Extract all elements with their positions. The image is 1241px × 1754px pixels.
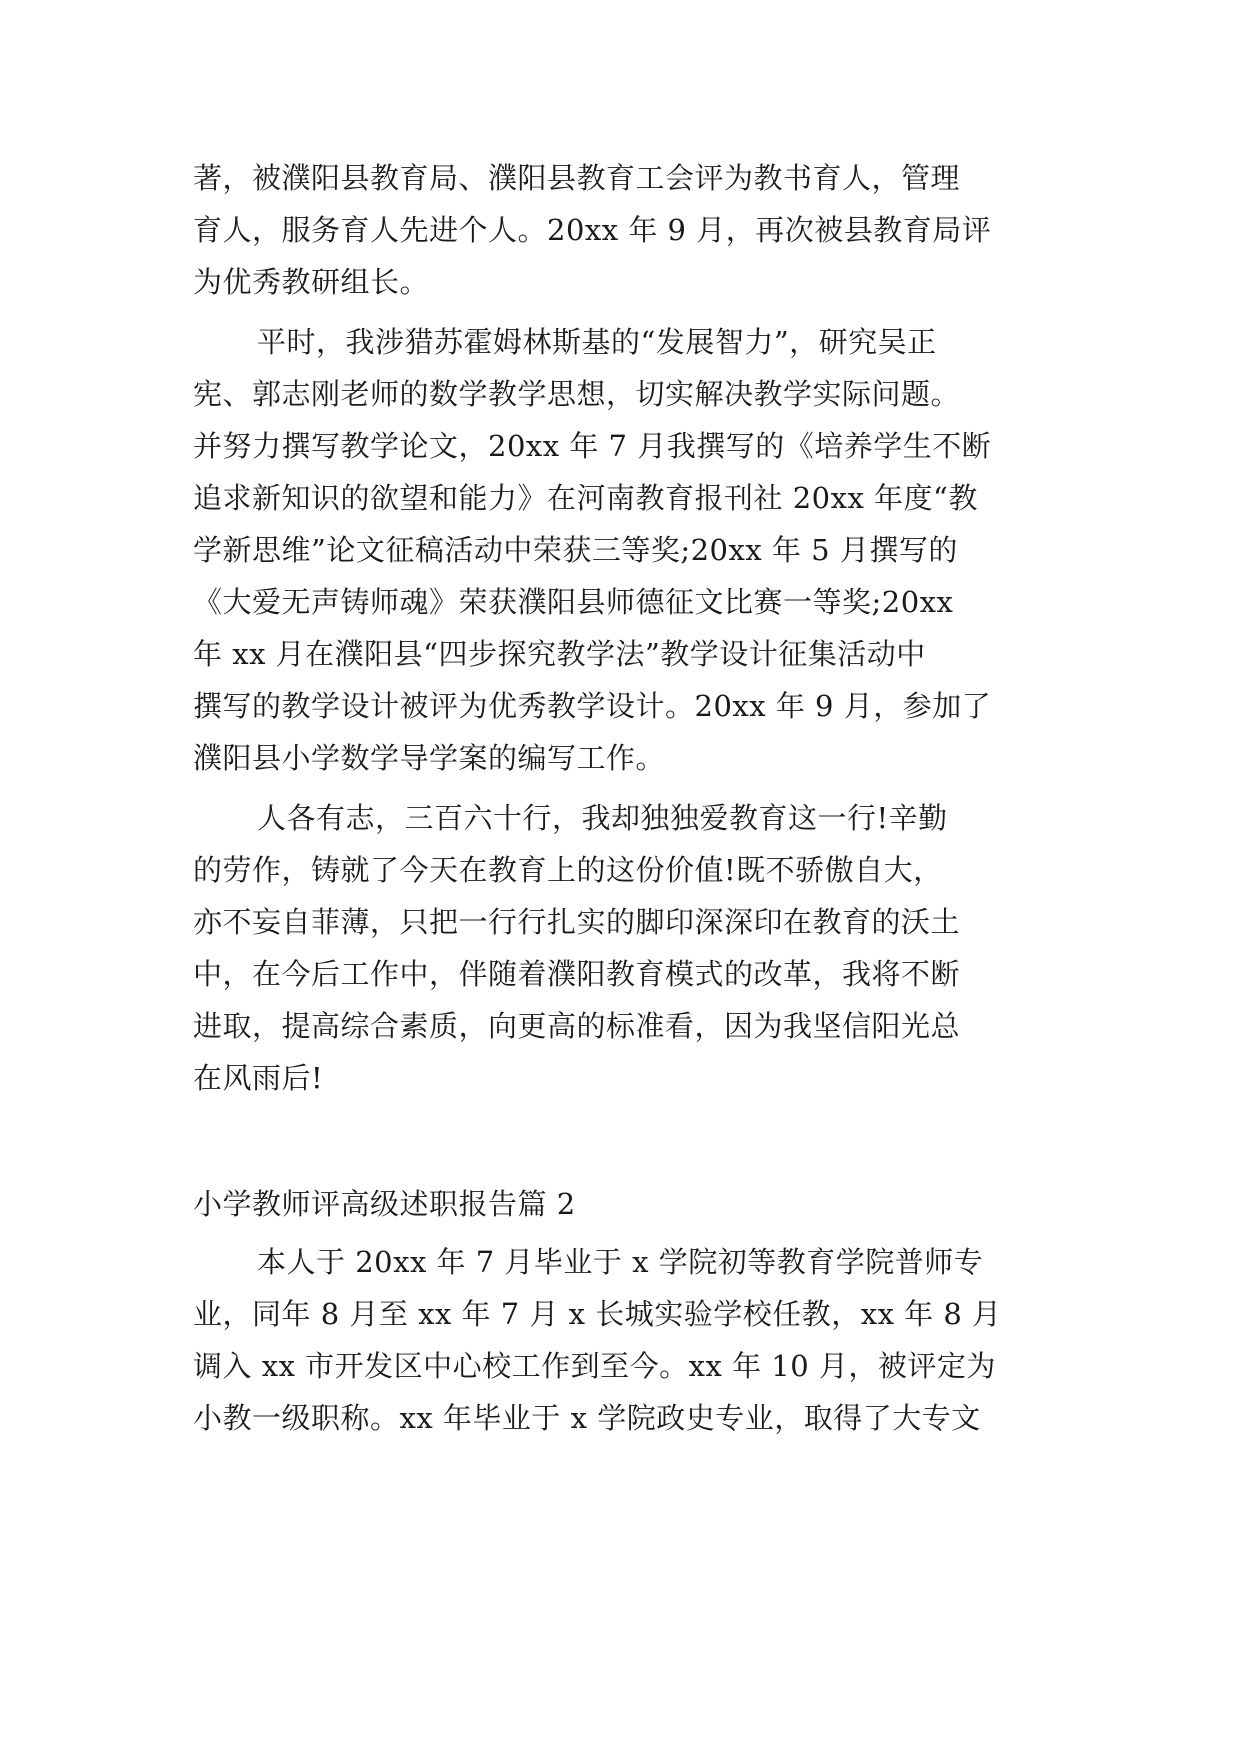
paragraph-line: 在风雨后! <box>193 1061 324 1095</box>
paragraph-line: 学新思维”论文征稿活动中荣获三等奖;20xx 年 5 月撰写的 <box>193 533 958 567</box>
paragraph-line: 撰写的教学设计被评为优秀教学设计。20xx 年 9 月，参加了 <box>193 689 992 723</box>
paragraph-line: 著，被濮阳县教育局、濮阳县教育工会评为教书育人，管理 <box>193 161 961 195</box>
paragraph-line: 亦不妄自菲薄，只把一行行扎实的脚印深深印在教育的沃土 <box>193 905 961 939</box>
paragraph-line: 为优秀教研组长。 <box>193 265 430 299</box>
paragraph-line: 小教一级职称。xx 年毕业于 x 学院政史专业，取得了大专文 <box>193 1401 981 1435</box>
section-heading: 小学教师评高级述职报告篇 2 <box>193 1187 576 1221</box>
paragraph-line: 育人，服务育人先进个人。20xx 年 9 月，再次被县教育局评 <box>193 213 992 247</box>
paragraph-line: 追求新知识的欲望和能力》在河南教育报刊社 20xx 年度“教 <box>193 481 978 515</box>
paragraph-line: 年 xx 月在濮阳县“四步探究教学法”教学设计征集活动中 <box>193 637 926 671</box>
paragraph-line: 调入 xx 市开发区中心校工作到至今。xx 年 10 月，被评定为 <box>193 1349 996 1383</box>
paragraph-line: 的劳作，铸就了今天在教育上的这份价值!既不骄傲自大， <box>193 853 943 887</box>
paragraph-line: 中，在今后工作中，伴随着濮阳教育模式的改革，我将不断 <box>193 957 961 991</box>
paragraph-line: 进取，提高综合素质，向更高的标准看，因为我坚信阳光总 <box>193 1009 961 1043</box>
paragraph-line: 本人于 20xx 年 7 月毕业于 x 学院初等教育学院普师专 <box>257 1245 984 1279</box>
paragraph-line: 业，同年 8 月至 xx 年 7 月 x 长城实验学校任教，xx 年 8 月 <box>193 1297 1002 1331</box>
paragraph-line: 《大爱无声铸师魂》荣获濮阳县师德征文比赛一等奖;20xx <box>193 585 954 619</box>
paragraph-line: 濮阳县小学数学导学案的编写工作。 <box>193 741 666 775</box>
paragraph-line: 平时，我涉猎苏霍姆林斯基的“发展智力”，研究吴正 <box>257 325 937 359</box>
paragraph-line: 宪、郭志刚老师的数学教学思想，切实解决教学实际问题。 <box>193 377 961 411</box>
paragraph-line: 并努力撰写教学论文，20xx 年 7 月我撰写的《培养学生不断 <box>193 429 992 463</box>
paragraph-line: 人各有志，三百六十行，我却独独爱教育这一行!辛勤 <box>257 801 948 835</box>
